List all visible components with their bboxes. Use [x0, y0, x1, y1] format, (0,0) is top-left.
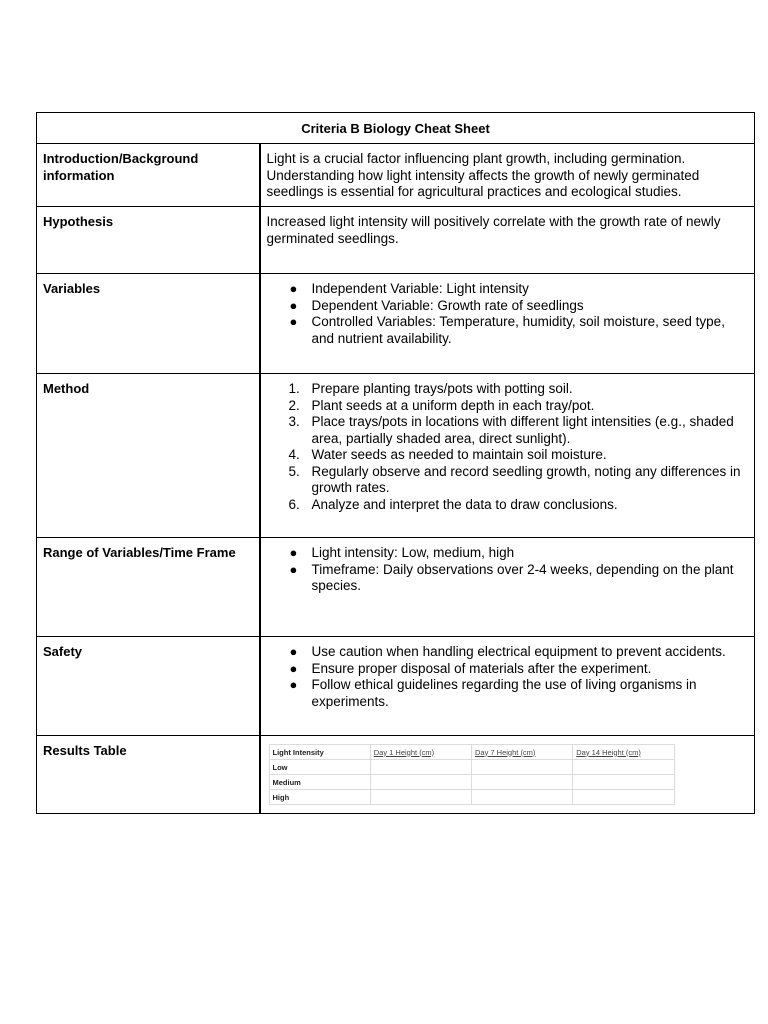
list-item-text: Plant seeds at a uniform depth in each tray/pot. [311, 397, 595, 413]
bullet-icon: ● [289, 644, 298, 659]
list-item [267, 398, 749, 415]
results-label: Results Table [37, 736, 260, 814]
range-content [260, 538, 755, 637]
list-item [267, 661, 749, 678]
introduction-label: Introduction/Background information [37, 144, 260, 207]
results-header-cell: Day 7 Height (cm) [472, 745, 573, 760]
table-row [269, 790, 674, 805]
step-number: 3. [288, 414, 300, 429]
step-number: 5. [288, 463, 300, 479]
list-item [267, 497, 749, 514]
bullet-icon: ● [289, 545, 298, 560]
bullet-icon: ● [289, 297, 298, 313]
table-cell[interactable] [370, 790, 471, 805]
list-item-text: Follow ethical guidelines regarding the use of living organisms in experiments. [311, 677, 697, 709]
table-cell: Medium [269, 775, 370, 790]
bullet-icon: ● [289, 561, 298, 577]
method-content [260, 374, 755, 538]
list-item-text: Dependent Variable: Growth rate of seedlings [311, 297, 584, 313]
list-item-text: Place trays/pots in locations with different light intensities (e.g., shaded area, partially shaded area, direct sunlight). [311, 414, 734, 446]
bullet-icon: ● [289, 660, 298, 676]
variables-content [260, 274, 755, 374]
list-item-text: Controlled Variables: Temperature, humidity, soil moisture, seed type, and nutrient availability. [311, 314, 725, 346]
table-row [269, 760, 674, 775]
range-label: Range of Variables/Time Frame [37, 538, 260, 637]
range-row [37, 538, 755, 637]
list-item [267, 298, 749, 315]
step-number: 4. [288, 447, 300, 462]
range-list [267, 545, 749, 595]
table-cell[interactable] [370, 760, 471, 775]
bullet-icon: ● [289, 314, 298, 329]
results-header-row [269, 745, 674, 760]
hypothesis-content [260, 207, 755, 274]
results-header-cell: Day 1 Height (cm) [370, 745, 471, 760]
results-header-cell: Light Intensity [269, 745, 370, 760]
safety-row [37, 637, 755, 736]
bullet-icon: ● [289, 677, 298, 692]
variables-label: Variables [37, 274, 260, 374]
table-cell: Low [269, 760, 370, 775]
results-content [260, 736, 755, 814]
table-row [269, 775, 674, 790]
list-item-text: Prepare planting trays/pots with potting soil. [311, 381, 573, 396]
variables-row [37, 274, 755, 374]
hypothesis-row [37, 207, 755, 274]
safety-list [267, 644, 749, 710]
step-number: 6. [288, 496, 300, 512]
title-row [37, 113, 755, 144]
table-cell[interactable] [573, 760, 674, 775]
list-item [267, 414, 749, 447]
bullet-icon: ● [289, 281, 298, 296]
table-cell[interactable] [370, 775, 471, 790]
method-label: Method [37, 374, 260, 538]
variables-list [267, 281, 749, 347]
method-row [37, 374, 755, 538]
hypothesis-text: Increased light intensity will positively correlate with the growth rate of newly germinated seedlings. [266, 214, 721, 246]
list-item-text: Light intensity: Low, medium, high [311, 545, 515, 560]
list-item [267, 464, 749, 497]
list-item [267, 562, 749, 595]
results-table [269, 744, 675, 805]
list-item-text: Water seeds as needed to maintain soil moisture. [311, 447, 607, 462]
cheat-sheet-table [36, 112, 755, 814]
safety-label: Safety [37, 637, 260, 736]
table-cell[interactable] [573, 775, 674, 790]
table-cell[interactable] [472, 760, 573, 775]
results-row [37, 736, 755, 814]
list-item-text: Analyze and interpret the data to draw conclusions. [311, 496, 618, 512]
list-item-text: Timeframe: Daily observations over 2-4 weeks, depending on the plant species. [311, 561, 734, 593]
list-item [267, 281, 749, 298]
list-item-text: Regularly observe and record seedling growth, noting any differences in growth rates. [311, 463, 741, 495]
introduction-text: Light is a crucial factor influencing plant growth, including germination. Understanding how light intensity affects the growth of newly germinated seedlings is essential for agricultural practices and ecological studies. [266, 151, 700, 199]
results-wrap [261, 736, 755, 805]
sheet-title: Criteria B Biology Cheat Sheet [37, 113, 755, 144]
introduction-row [37, 144, 755, 207]
list-item-text: Ensure proper disposal of materials after the experiment. [311, 660, 652, 676]
list-item-text: Independent Variable: Light intensity [311, 281, 529, 296]
step-number: 1. [288, 381, 300, 396]
list-item [267, 381, 749, 398]
list-item [267, 314, 749, 347]
table-cell: High [269, 790, 370, 805]
step-number: 2. [288, 397, 300, 413]
hypothesis-label: Hypothesis [37, 207, 260, 274]
list-item [267, 545, 749, 562]
table-cell[interactable] [472, 790, 573, 805]
safety-content [260, 637, 755, 736]
results-header-cell: Day 14 Height (cm) [573, 745, 674, 760]
list-item [267, 677, 749, 710]
introduction-content [260, 144, 755, 207]
method-steps [267, 381, 749, 513]
list-item [267, 447, 749, 464]
table-cell[interactable] [573, 790, 674, 805]
list-item [267, 644, 749, 661]
list-item-text: Use caution when handling electrical equipment to prevent accidents. [311, 644, 726, 659]
table-cell[interactable] [472, 775, 573, 790]
